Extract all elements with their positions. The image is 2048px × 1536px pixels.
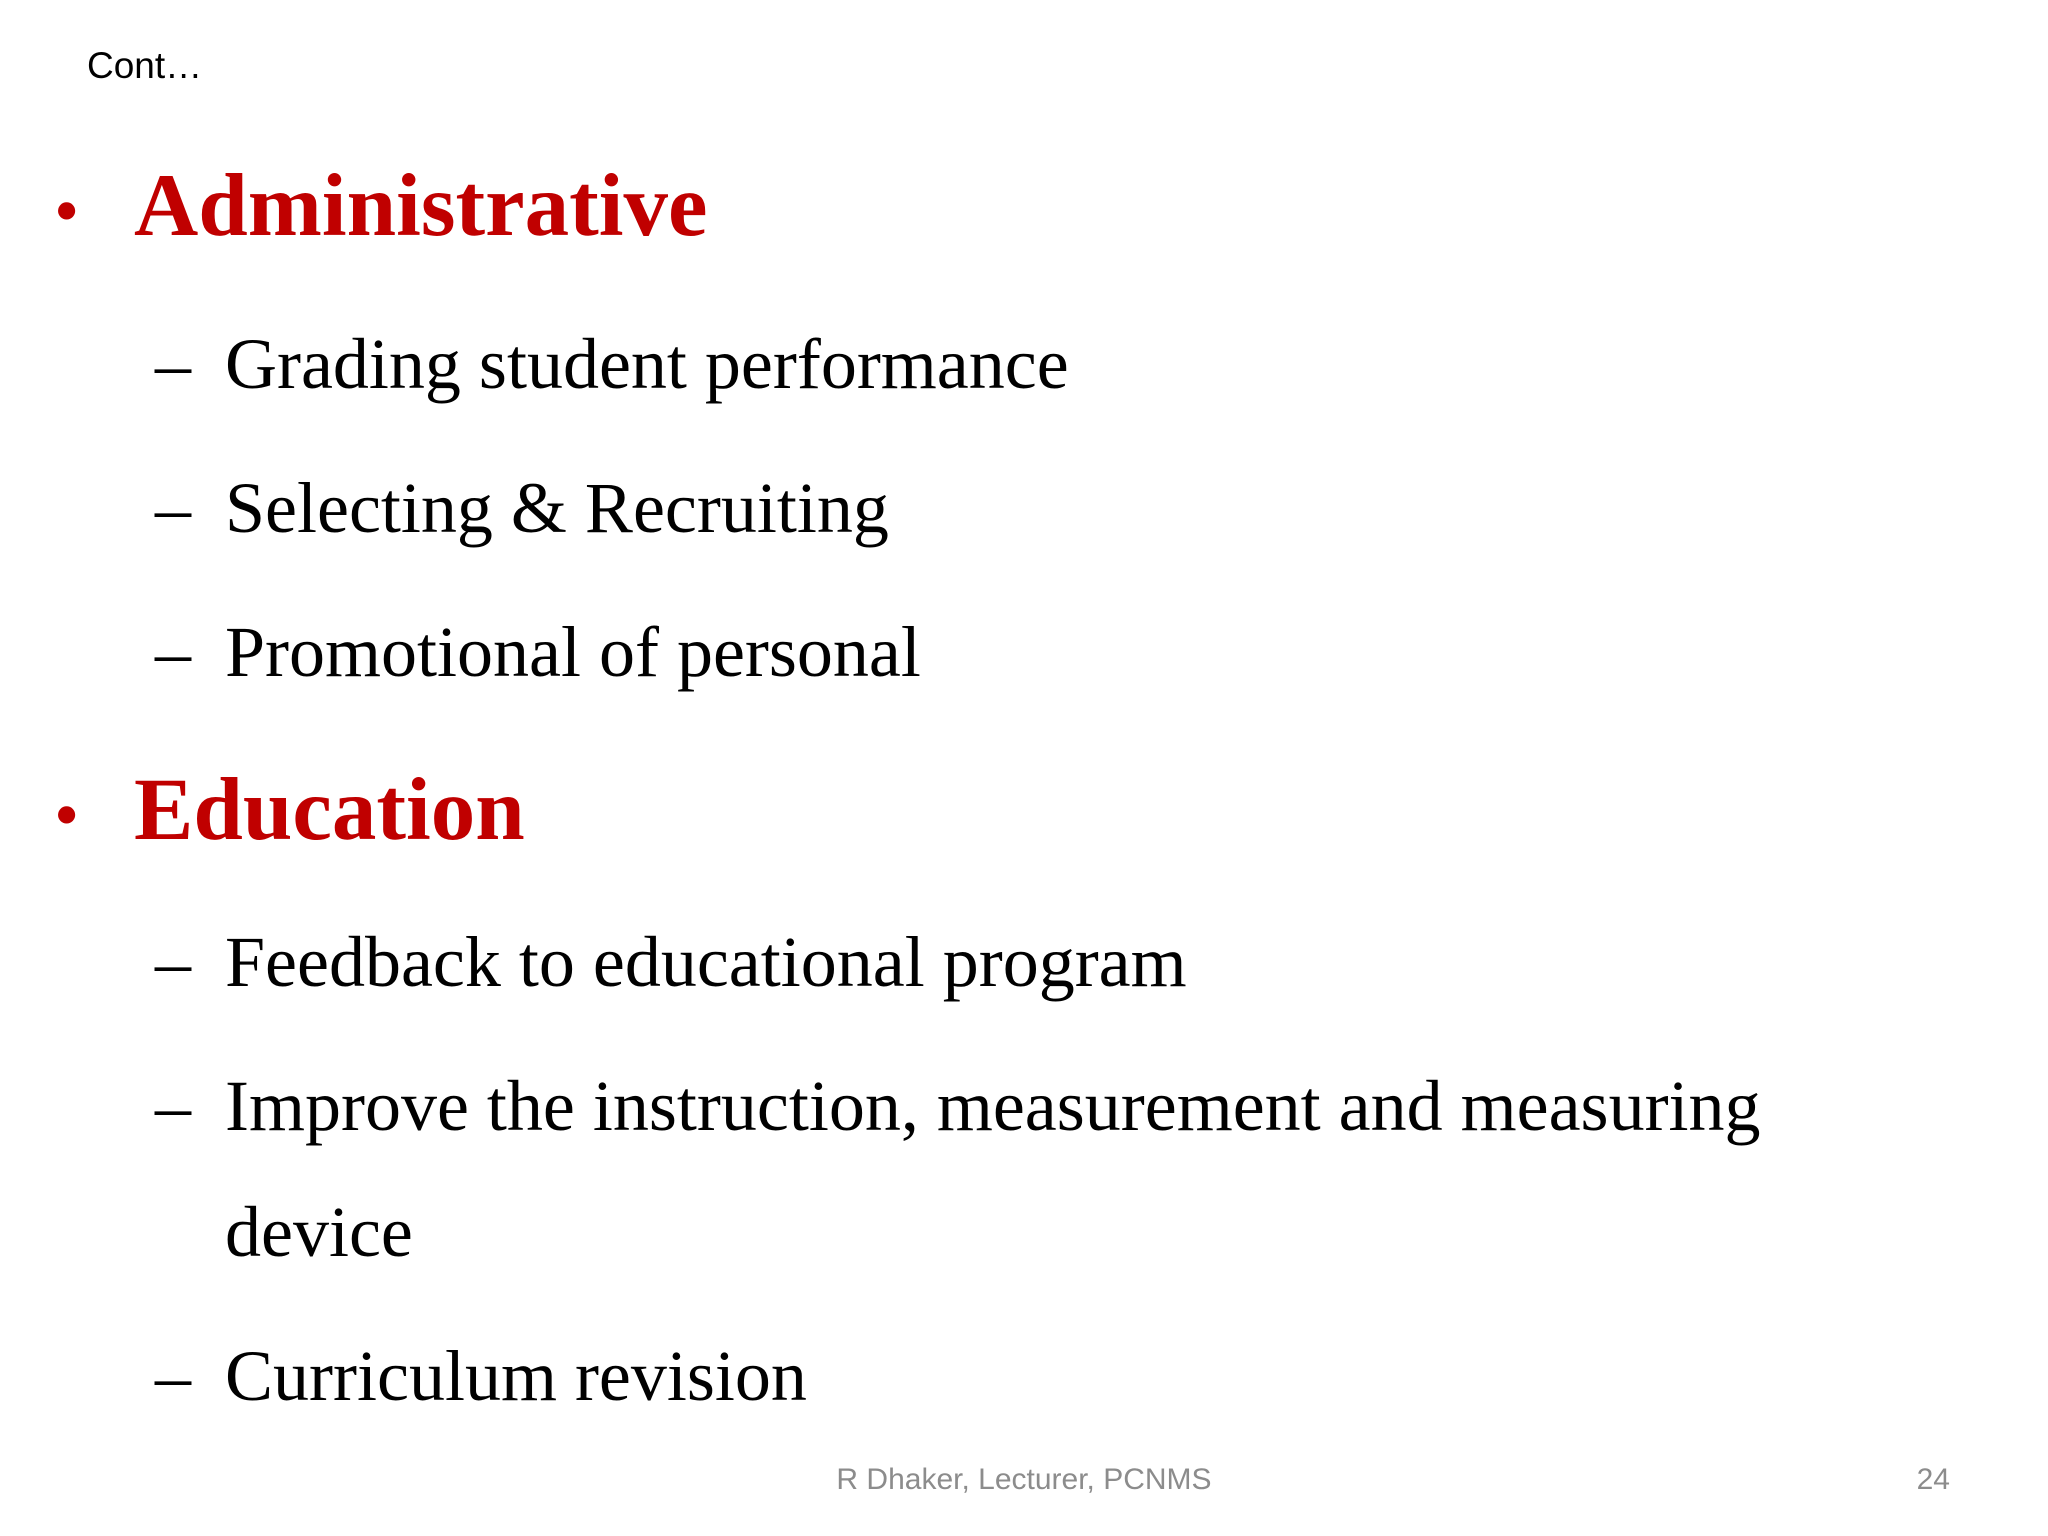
- bullet-icon: •: [54, 171, 80, 251]
- page-number: 24: [1916, 1463, 1950, 1496]
- list-item-text: Promotional of personal: [225, 612, 921, 692]
- section-title: Administrative: [134, 157, 708, 255]
- list-item-text: Curriculum revision: [225, 1336, 807, 1416]
- list-item: [155, 612, 921, 692]
- list-item-text: Selecting & Recruiting: [225, 468, 889, 548]
- list-item-continuation: device: [225, 1192, 413, 1272]
- list-item: [155, 1066, 1761, 1146]
- list-item: [155, 468, 889, 548]
- dash-icon: –: [155, 1336, 191, 1416]
- dash-icon: –: [155, 612, 191, 692]
- bullet-icon: •: [54, 775, 80, 855]
- section-heading-administrative: [54, 157, 708, 255]
- list-item: [155, 324, 1069, 404]
- dash-icon: –: [155, 922, 191, 1002]
- list-item-text: Grading student performance: [225, 324, 1069, 404]
- dash-icon: –: [155, 1066, 191, 1146]
- list-item-text: Feedback to educational program: [225, 922, 1187, 1002]
- list-item-text: Improve the instruction, measurement and measuring: [225, 1066, 1761, 1146]
- section-title: Education: [134, 761, 525, 859]
- list-item: [155, 1336, 807, 1416]
- dash-icon: –: [155, 468, 191, 548]
- dash-icon: –: [155, 324, 191, 404]
- section-heading-education: [54, 761, 525, 859]
- footer-author: R Dhaker, Lecturer, PCNMS: [836, 1463, 1212, 1496]
- continuation-label: Cont…: [87, 45, 203, 86]
- list-item: [155, 922, 1187, 1002]
